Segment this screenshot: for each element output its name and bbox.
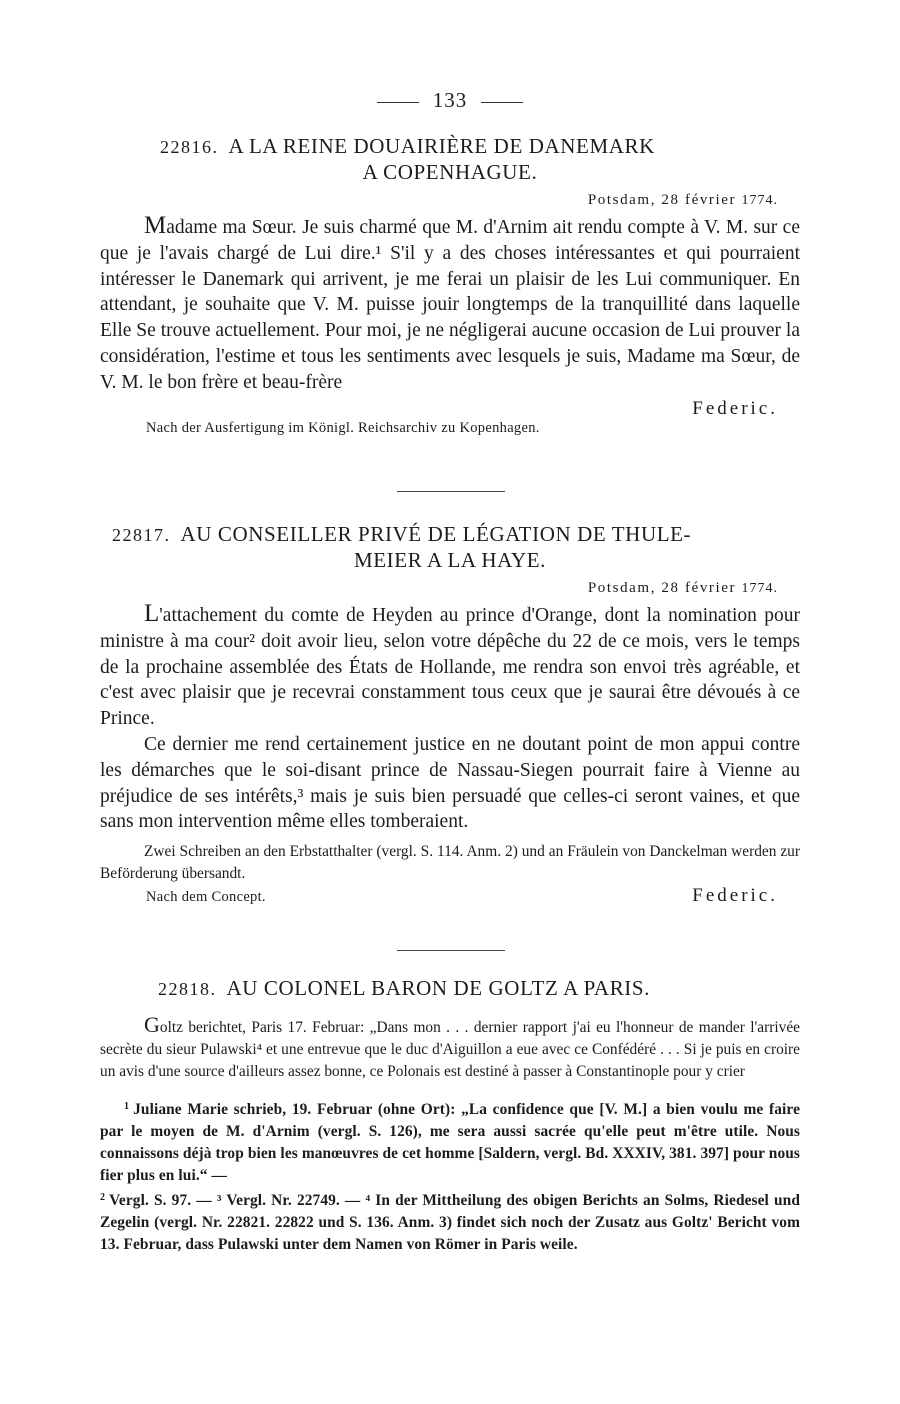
footnotes: [100, 1096, 800, 1256]
initial-letter: M: [144, 212, 167, 239]
letter-22816: [100, 134, 800, 437]
page-number: 133: [432, 88, 468, 112]
initial-letter: G: [144, 1012, 160, 1037]
letter-number: 22818.: [158, 979, 217, 999]
dateline: [100, 580, 800, 597]
letter-title: [100, 976, 800, 1002]
header-rule-left: [377, 102, 419, 103]
date: 28 février: [661, 192, 737, 208]
closing-row: [100, 885, 800, 911]
title-line-1: AU CONSEILLER PRIVÉ DE LÉGATION DE THULE-: [180, 522, 692, 546]
place: Potsdam,: [587, 580, 657, 596]
enclosure-note: Zwei Schreiben an den Erbstatthalter (vergl. S. 114. Anm. 2) und an Fräulein von Danckelman werden zur Beförderung übersandt.: [100, 843, 800, 883]
footnote-mark: 1: [124, 1101, 130, 1112]
source-note: Nach der Ausfertigung im Königl. Reichsarchiv zu Kopenhagen.: [146, 419, 540, 436]
page-header: [100, 88, 800, 113]
title-line-1: AU COLONEL BARON DE GOLTZ A PARIS.: [226, 976, 651, 1000]
title-line-2: A COPENHAGUE.: [362, 160, 538, 184]
footnote-2: [100, 1187, 800, 1256]
letter-number: 22817.: [112, 525, 171, 545]
body-text: oltz berichtet, Paris 17. Februar: „Dans mon . . . dernier rapport j'ai eu l'honneur de mander l'arrivée secrète du sieur Pulawski⁴ et une entrevue que le duc d'Aiguillon a eue avec ce Confédéré . . . Si je puis en croire un avis d'une source d'ailleurs assez bonne, ce Polonais est destiné à passer à Constantinople pour y crier: [100, 1019, 800, 1080]
signature: Federic.: [692, 397, 778, 419]
letter-title: [100, 522, 800, 548]
letter-body: [100, 213, 800, 396]
section-divider: [397, 950, 505, 951]
title-line-1: A LA REINE DOUAIRIÈRE DE DANEMARK: [228, 134, 655, 158]
letter-body-2: Ce dernier me rend certainement justice en ne doutant point de mon appui contre les démarches que le soi-disant prince de Nassau-Siegen pourrait faire à Vienne au préjudice de ses intérêts,³ mais je suis bien persuadé que celles-ci seront vaines, et que sans mon intervention même elles tomberaient.: [100, 733, 800, 833]
body-text: adame ma Sœur. Je suis charmé que M. d'Arnim ait rendu compte à V. M. sur ce que je l'avais chargé de Lui dire.¹ S'il y a des choses intéressantes et qui pourraient intéresser le Danemark qui arrivent, je me ferai un plaisir de les Lui communiquer. En attendant, je souhaite que V. M. puisse jouir longtemps de la tranquillité dans laquelle Elle Se trouve actuellement. Pour moi, je ne négligerai aucune occasion de Lui prouver la considération, l'estime et tous les sentiments avec lesquels je suis, Madame ma Sœur, de V. M. le bon frère et beau-frère: [100, 217, 800, 393]
year: 1774.: [741, 581, 778, 596]
footnote-1: [100, 1096, 800, 1187]
source-note: Nach dem Concept.: [146, 889, 266, 906]
footnote-mark: 2: [100, 1192, 106, 1203]
letter-number: 22816.: [160, 137, 219, 157]
letter-22817: [100, 522, 800, 911]
dateline: [100, 192, 800, 209]
title-line-2: MEIER A LA HAYE.: [353, 548, 546, 572]
initial-letter: L: [144, 600, 160, 627]
signature: Federic.: [692, 885, 778, 907]
letter-body: [100, 601, 800, 732]
year: 1774.: [741, 193, 778, 208]
body-text: 'attachement du comte de Heyden au prince d'Orange, dont la nomination pour ministre à ma cour² doit avoir lieu, selon votre dépêche du 22 de ce mois, vers le temps de la prochaine assemblée des États de Hollande, me rendra son envoi très agréable, et c'est avec plaisir que je recevrai constamment tous ceux que je saurai être dévoués à ce Prince.: [100, 605, 800, 730]
letter-body: [100, 1014, 800, 1083]
letter-title: [100, 134, 800, 160]
section-divider: [397, 491, 505, 492]
footnote-text: Vergl. S. 97. — ³ Vergl. Nr. 22749. — ⁴ In der Mittheilung des obigen Berichts an Solms, Riedesel und Zegelin (vergl. Nr. 22821. 22822 und S. 136. Anm. 3) findet sich noch der Zusatz aus Goltz' Bericht vom 13. Februar, dass Pulawski unter dem Namen von Römer in Paris weile.: [100, 1192, 800, 1253]
header-rule-right: [481, 102, 523, 103]
place: Potsdam,: [587, 192, 657, 208]
letter-22818: [100, 976, 800, 1083]
footnote-text: Juliane Marie schrieb, 19. Februar (ohne Ort): „La confidence que [V. M.] a bien voulu me faire par le moyen de M. d'Arnim (vergl. S. 126), me sera aussi sacrée qu'elle peut m'être utile. Nous connaissons déjà trop bien les manœuvres de cet homme [Saldern, vergl. Bd. XXXIV, 381. 397] pour nous fier plus en lui.“ —: [100, 1101, 800, 1184]
document-page: [100, 0, 800, 1404]
date: 28 février: [661, 580, 737, 596]
